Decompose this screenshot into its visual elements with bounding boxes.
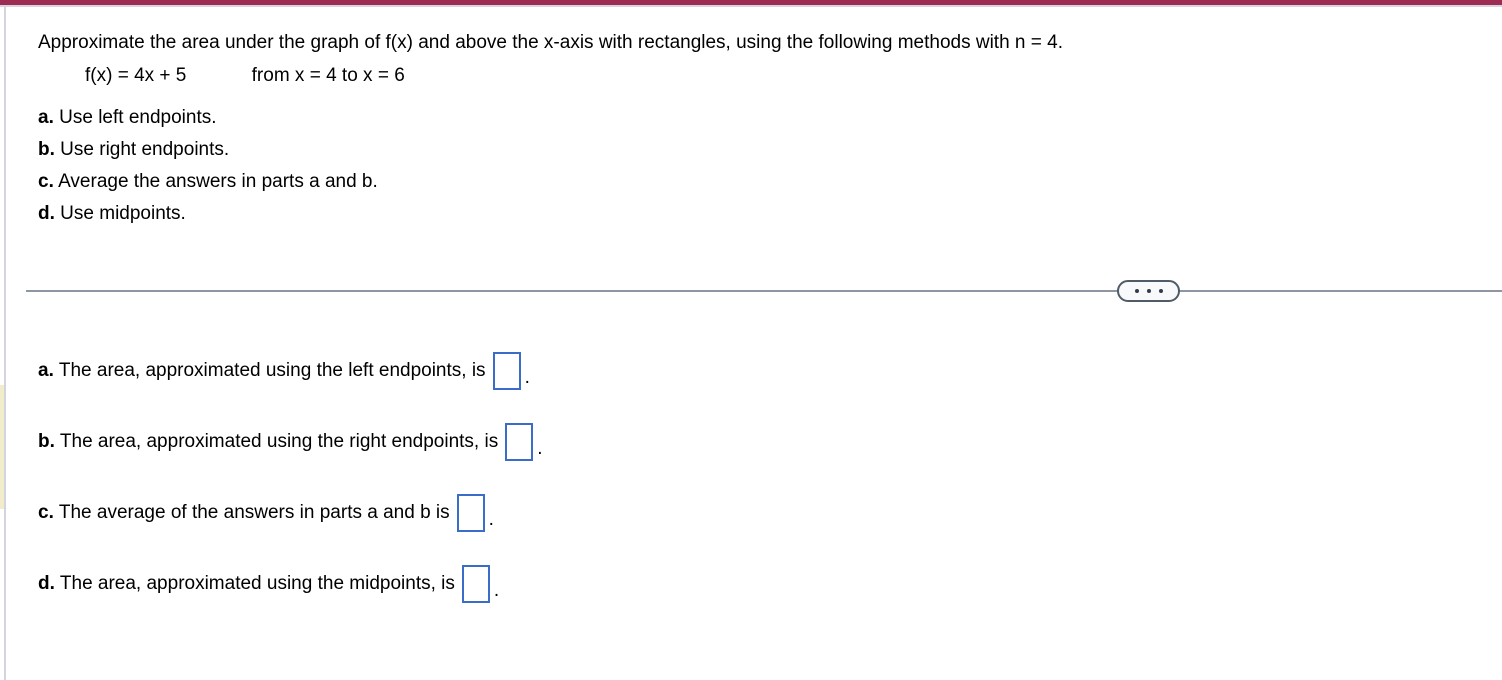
answer-suffix: .	[524, 367, 530, 388]
answer-row-b	[38, 423, 1502, 461]
answer-label: a.	[38, 360, 54, 381]
left-accent-strip	[0, 385, 4, 509]
ellipsis-icon	[1159, 289, 1163, 293]
section-divider	[0, 280, 1502, 302]
answer-suffix: .	[537, 438, 543, 459]
answer-label: b.	[38, 431, 55, 452]
answer-suffix: .	[493, 580, 500, 601]
method-text: Use left endpoints.	[59, 107, 217, 128]
function-definition: f(x) = 4x + 5	[85, 65, 187, 86]
method-text: Use midpoints.	[60, 203, 186, 224]
answer-row-a	[38, 352, 1502, 390]
method-label: d.	[38, 203, 55, 224]
ellipsis-icon	[1135, 289, 1139, 293]
answer-row-d	[38, 565, 1502, 603]
method-label: c.	[38, 171, 54, 192]
method-item-c	[38, 166, 1482, 198]
function-line	[85, 64, 1482, 88]
answer-input-a[interactable]	[493, 352, 521, 390]
answer-label: c.	[38, 502, 54, 523]
method-list	[38, 102, 1482, 230]
method-text: Use right endpoints.	[60, 139, 230, 160]
method-label: a.	[38, 107, 54, 128]
answer-text: The area, approximated using the right endpoints, is	[59, 431, 499, 452]
interval-text: from x = 4 to x = 6	[251, 65, 405, 86]
problem-statement: Approximate the area under the graph of f(x) and above the x-axis with rectangles, using the following methods with n = 4.	[38, 32, 1063, 53]
answer-section	[0, 352, 1502, 603]
method-item-d	[38, 198, 1482, 230]
answer-input-c[interactable]	[457, 494, 485, 532]
divider-line	[26, 290, 1502, 292]
method-label: b.	[38, 139, 55, 160]
answer-text: The area, approximated using the midpoints, is	[59, 573, 455, 594]
method-text: Average the answers in parts a and b.	[58, 171, 378, 192]
answer-label: d.	[38, 573, 55, 594]
content-left-border	[4, 7, 6, 680]
answer-input-b[interactable]	[505, 423, 533, 461]
answer-suffix: .	[488, 509, 494, 530]
method-item-b	[38, 134, 1482, 166]
answer-row-c	[38, 494, 1502, 532]
answer-input-d[interactable]	[462, 565, 490, 603]
answer-text: The area, approximated using the left endpoints, is	[58, 360, 486, 381]
method-item-a	[38, 102, 1482, 134]
section-expander-button[interactable]	[1117, 280, 1180, 302]
answer-text: The average of the answers in parts a and b is	[58, 502, 450, 523]
problem-statement-section	[0, 7, 1502, 230]
ellipsis-icon	[1147, 289, 1151, 293]
